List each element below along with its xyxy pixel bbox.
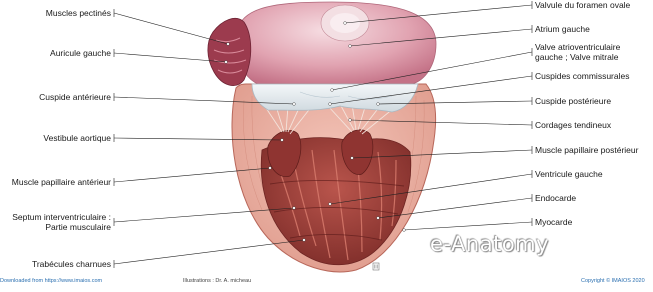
label-ventricule-gauche: Ventricule gauche [535, 169, 603, 179]
label-valve-atrioventriculaire: Valve atrioventriculaire [535, 42, 621, 52]
leader-trabecules-charnues-dot [303, 239, 306, 242]
leader-ventricule-gauche-dot [329, 203, 332, 206]
leader-cordages-tendineux-dot [349, 119, 352, 122]
leader-trabecules-charnues [114, 240, 304, 264]
leader-muscle-papillaire-posterieur-dot [351, 157, 354, 160]
leader-atrium-gauche-dot [349, 45, 352, 48]
label-vestibule-aortique: Vestibule aortique [43, 133, 111, 143]
leader-cuspides-commissurales-dot [329, 103, 332, 106]
left-auricle [208, 18, 251, 85]
label-auricule-gauche: Auricule gauche [50, 48, 111, 58]
label-cordages-tendineux: Cordages tendineux [535, 120, 612, 130]
label-valve-mitrale: gauche ; Valve mitrale [535, 52, 619, 62]
copyright-notice: Copyright © IMAIOS 2020 [581, 278, 645, 284]
label-septum-interventriculaire: Septum interventriculaire : [12, 212, 111, 222]
label-cuspide-anterieure: Cuspide antérieure [39, 92, 111, 102]
leader-myocarde [404, 222, 532, 230]
leader-myocarde-dot [403, 229, 406, 232]
leader-septum-dot [293, 207, 296, 210]
label-muscles-pectines: Muscles pectinés [45, 8, 111, 18]
leader-valvule-foramen-ovale-dot [344, 22, 347, 25]
leader-muscles-pectines [114, 13, 228, 44]
e-anatomy-watermark: e-Anatomy [430, 232, 550, 256]
leader-vestibule-aortique-dot [281, 139, 284, 142]
label-atrium-gauche: Atrium gauche [535, 24, 590, 34]
leader-cuspide-anterieure-dot [293, 103, 296, 106]
illustration-credit: Illustrations : Dr. A. micheau [183, 278, 252, 284]
label-valvule-foramen-ovale: Valvule du foramen ovale [535, 0, 631, 10]
leader-muscle-papillaire-anterieur-dot [269, 167, 272, 170]
label-trabecules-charnues: Trabécules charnues [31, 259, 111, 269]
leader-cuspide-posterieure-dot [377, 103, 380, 106]
label-myocarde: Myocarde [535, 217, 573, 227]
label-cuspides-commissurales: Cuspides commissurales [535, 71, 630, 81]
label-septum-partie-musculaire: Partie musculaire [45, 222, 111, 232]
label-muscle-papillaire-posterieur: Muscle papillaire postérieur [535, 145, 639, 155]
download-source-link[interactable]: Downloaded from https://www.imaios.com [0, 278, 103, 284]
leader-valve-mitrale-dot [331, 89, 334, 92]
leader-auricule-gauche-dot [225, 61, 228, 64]
label-muscle-papillaire-anterieur: Muscle papillaire antérieur [11, 177, 111, 187]
label-cuspide-posterieure: Cuspide postérieure [535, 96, 612, 106]
imaios-logo-icon [373, 263, 379, 270]
leader-muscles-pectines-dot [227, 43, 230, 46]
leader-endocarde-dot [377, 217, 380, 220]
label-endocarde: Endocarde [535, 193, 577, 203]
